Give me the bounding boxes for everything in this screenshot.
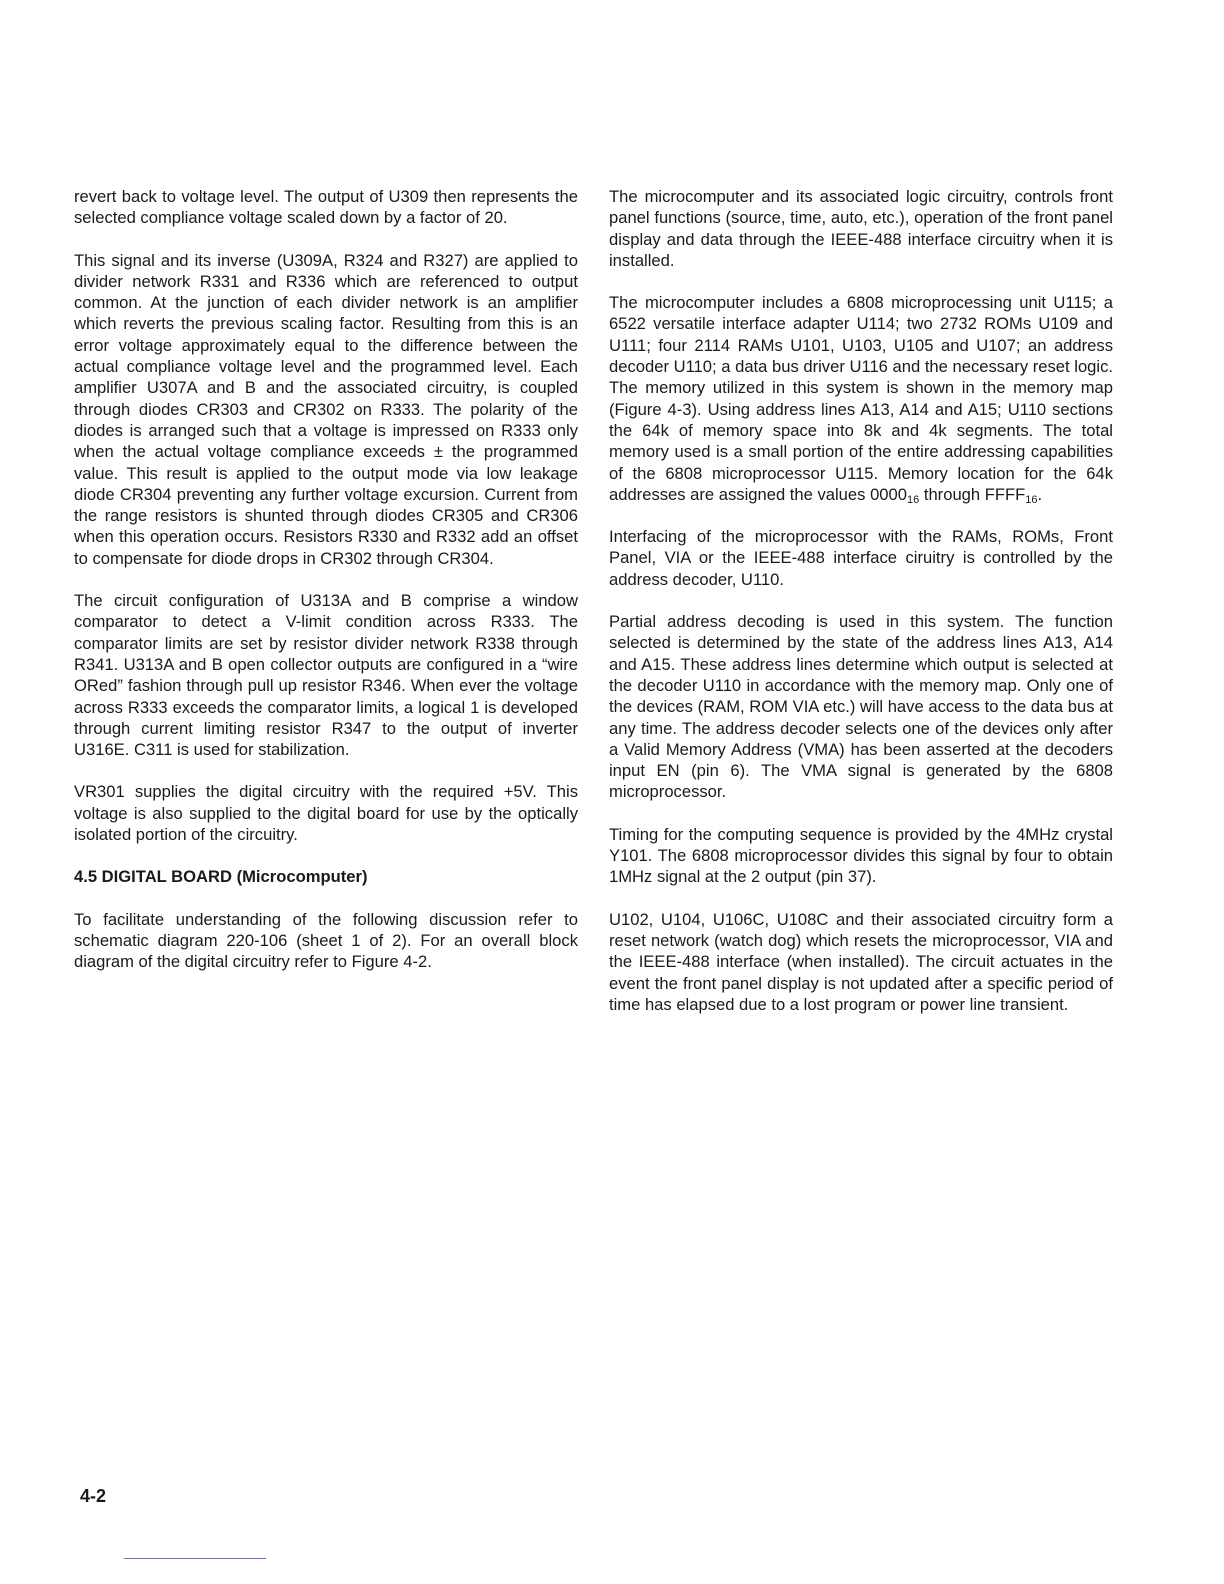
- right-paragraph-2: [609, 292, 1113, 505]
- hex-end-subscript: 16: [1025, 493, 1038, 506]
- right-paragraph-3: Interfacing of the microprocessor with the RAMs, ROMs, Front Panel, VIA or the IEEE-488 interface ciruitry is controlled by the address decoder, U110.: [609, 527, 1113, 589]
- section-heading: 4.5 DIGITAL BOARD (Microcomputer): [74, 867, 368, 887]
- right-paragraph-4: Partial address decoding is used in this system. The function selected is determined by the state of the address lines A13, A14 and A15. These address lines determine which output is selected at the decoder U110 in accordance with the memory map. Only one of the devices (RAM, ROM VIA etc.) will have access to the data bus at any time. The address decoder selects one of the devices only after a Valid Memory Address (VMA) has been asserted at the decoders input EN (pin 6). The VMA signal is generated by the 6808 microprocessor.: [609, 612, 1113, 802]
- hex-start: 0000: [870, 484, 907, 504]
- hex-end: FFFF: [984, 484, 1026, 504]
- page-number: 4-2: [80, 1486, 107, 1506]
- left-paragraph-2: This signal and its inverse (U309A, R324 and R327) are applied to divider network R331 and R336 which are referenced to output common. At the junction of each divider network is an amplifier which reverts the previous scaling factor. Resulting from this is an error voltage approximately equal to the difference between the actual compliance voltage level and the programmed level. Each amplifier U307A and B and the associated circuitry, is coupled through diodes CR303 and CR302 on R333. The polarity of the diodes is arranged such that a voltage is impressed on R333 only when the actual voltage compliance exceeds ± the programmed value. This result is applied to the output mode via low leakage diode CR304 preventing any further voltage excursion. Current from the range resistors is shunted through diodes CR305 and CR306 when this operation occurs. Resistors R330 and R332 add an offset to compensate for diode drops in CR302 through CR304.: [74, 250, 578, 568]
- right-column: [609, 186, 1113, 1036]
- left-paragraph-3: The circuit configuration of U313A and B comprise a window comparator to detect a V-limit condition across R333. The comparator limits are set by resistor divider network R338 through R341. U313A and B open collector outputs are configured in a “wire ORed” fashion through pull up resistor R346. When ever the voltage across R333 exceeds the comparator limits, a logical 1 is developed through current limiting resistor R347 to the output of inverter U316E. C311 is used for stabilization.: [74, 591, 578, 760]
- through-word: through: [919, 484, 985, 504]
- left-paragraph-4: VR301 supplies the digital circuitry with the required +5V. This voltage is also supplied to the digital board for use by the optically isolated portion of the circuitry.: [74, 782, 578, 845]
- period: .: [1037, 484, 1043, 504]
- left-paragraph-5: To facilitate understanding of the following discussion refer to schematic diagram 220-106 (sheet 1 of 2). For an overall block diagram of the digital circuitry refer to Figure 4-2.: [74, 909, 578, 972]
- left-paragraph-1: revert back to voltage level. The output of U309 then represents the selected compliance voltage scaled down by a factor of 20.: [74, 187, 578, 228]
- right-paragraph-1: The microcomputer and its associated logic circuitry, controls front panel functions (source, time, auto, etc.), operation of the front panel display and data through the IEEE-488 interface circuitry when it is installed.: [609, 187, 1113, 270]
- right-paragraph-2-text: The microcomputer includes a 6808 microprocessing unit U115; a 6522 versatile interface adapter U114; two 2732 ROMs U109 and U111; four 2114 RAMs U101, U103, U105 and U107; an address decoder U110; a data bus driver U116 and the necessary reset logic. The memory utilized in this system is shown in the memory map (Figure 4-3). Using address lines A13, A14 and A15; U110 sections the 64k of memory space into 8k and 4k segments. The total memory used is a small portion of the entire addressing capabilities of the 6808 microprocessor U115. Memory location for the 64k addresses are assigned the values: [609, 293, 1113, 504]
- scan-artifact-line: [124, 1558, 266, 1559]
- right-paragraph-6: U102, U104, U106C, U108C and their associated circuitry form a reset network (watch dog) which resets the microprocessor, VIA and the IEEE-488 interface (when installed). The circuit actuates in the event the front panel display is not updated after a specific period of time has elapsed due to a lost program or power line transient.: [609, 909, 1113, 1014]
- left-column: [74, 186, 578, 994]
- right-paragraph-5: Timing for the computing sequence is provided by the 4MHz crystal Y101. The 6808 microprocessor divides this signal by four to obtain 1MHz signal at the 2 output (pin 37).: [609, 824, 1113, 887]
- hex-start-subscript: 16: [906, 493, 920, 506]
